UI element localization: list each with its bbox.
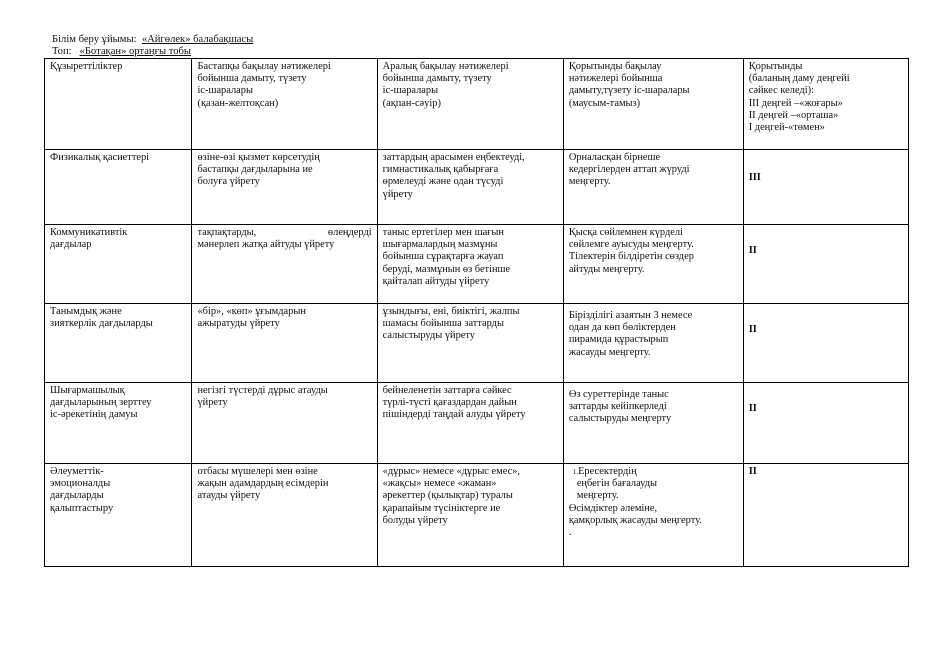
final-cell (563, 464, 743, 567)
cell-line: І деңгей-«төмен» (748, 122, 825, 134)
initial-cell (192, 225, 377, 304)
cell-line: мәнерлеп жатқа айтуды үйрету (197, 239, 335, 251)
table-header-row (45, 59, 909, 150)
cell-line: Өсімдіктер әлеміне, (568, 502, 658, 514)
cell-line: (қазан-желтоқсан) (197, 97, 279, 109)
cell-line: үйрету (382, 188, 413, 200)
cell-line: шамасы бойынша заттарды (382, 318, 504, 330)
cell-line: өзіне-өзі қызмет көрсетудің (197, 152, 320, 163)
cell-line: үйрету (197, 397, 228, 409)
cell-line (569, 466, 738, 478)
table-row (45, 150, 909, 225)
cell-line: Орналасқан бірнеше (568, 152, 661, 163)
competency-cell (45, 304, 192, 383)
list-text: Ересектердің (578, 466, 637, 477)
cell-line: (ақпан-сәуір) (382, 97, 441, 109)
level-cell (743, 464, 908, 567)
group-line (52, 46, 191, 58)
cell-line: түрлі-түсті қағаздардан дайын (382, 397, 517, 409)
cell-line: бойынша дамыту, түзету (382, 73, 492, 85)
cell-line: әрекеттер (қылықтар) туралы (382, 490, 513, 502)
competency-cell (45, 225, 192, 304)
cell-line: қарапайым түсініктерге ие (382, 502, 501, 514)
organization-label: Білім беру ұйымы: (52, 34, 137, 45)
cell-line: отбасы мүшелері мен өзіне (197, 466, 318, 477)
cell-line: Қысқа сөйлемнен күрделі (568, 227, 683, 238)
header-cell (45, 59, 192, 150)
level-cell (743, 304, 908, 383)
level-cell (743, 383, 908, 464)
table-row (45, 464, 909, 567)
cell-line: Шығармашылық (50, 385, 125, 396)
assessment-table (44, 58, 909, 567)
final-cell (563, 150, 743, 225)
cell-line: болуға үйрету (197, 176, 260, 188)
cell-line: заттарды кейіпкерледі (568, 401, 667, 413)
group-label: Топ: (52, 46, 72, 57)
level-value: ІІ (748, 466, 757, 477)
final-measures (569, 310, 738, 359)
cell-line: Қорытынды бақылау (568, 61, 662, 72)
cell-line: ажыратуды үйрету (197, 318, 280, 330)
list-number: 1. (572, 468, 579, 476)
final-measures (569, 227, 738, 276)
cell-line: пирамида құрастырып (568, 334, 669, 346)
cell-line: Физикалық қасиеттері (50, 152, 150, 163)
cell-line: сөйлемге ауысуды меңгерту. (568, 239, 694, 251)
cell-line: дағдыларды (50, 490, 104, 502)
table-row (45, 383, 909, 464)
cell-line: меңгерту. (568, 176, 611, 188)
table-row (45, 225, 909, 304)
cell-line: эмоционалды (50, 478, 111, 490)
cell-line: заттардың арасымен еңбектеуді, (382, 152, 525, 163)
level-value: ІІ (748, 245, 757, 256)
cell-line: салыстыруды үйрету (382, 330, 475, 342)
cell-line: қамқорлық жасауды меңгерту. (568, 514, 702, 526)
cell-line: (маусым-тамыз) (568, 97, 641, 109)
cell-line: Танымдық және (50, 306, 122, 317)
cell-line: нәтижелері бойынша (568, 73, 663, 85)
cell-line: салыстыруды меңгерту (568, 413, 672, 425)
cell-line: Бастапқы бақылау нәтижелері (197, 61, 331, 72)
final-measures (569, 152, 738, 189)
level-cell (743, 150, 908, 225)
cell-line: жасауды меңгерту. (568, 346, 651, 358)
cell-line: Аралық бақылау нәтижелері (382, 61, 509, 72)
cell-line: іс-шаралары (382, 85, 439, 97)
cell-line: ІІІ деңгей –«жоғары» (748, 97, 843, 109)
cell-line: Құзыреттіліктер (50, 61, 123, 72)
cell-line: одан да көп бөлiктерден (568, 322, 676, 334)
cell-line: шығармалардың мазмұны (382, 239, 498, 251)
cell-line: (баланың даму деңгейі (748, 73, 850, 85)
cell-line: айтуды меңгерту. (568, 263, 645, 275)
cell-line: болуды үйрету (382, 514, 448, 526)
cell-line: Коммуникативтік (50, 227, 128, 238)
cell-line: пішіндерді таңдай алуды үйрету (382, 409, 526, 421)
interim-cell (377, 304, 563, 383)
cell-line: «дұрыс» немесе «дұрыс емес», (382, 466, 520, 477)
interim-cell (377, 150, 563, 225)
initial-cell (192, 304, 377, 383)
cell-line: іс-әрекетінің дамуы (50, 409, 138, 421)
cell-line: дамыту,түзету іс-шаралары (568, 85, 690, 97)
level-value: ІІІ (748, 172, 761, 183)
initial-cell (192, 150, 377, 225)
header-cell (563, 59, 743, 150)
cell-line: жақын адамдардың есімдерін (197, 478, 329, 490)
competency-cell (45, 150, 192, 225)
cell-line: атауды үйрету (197, 490, 261, 502)
header-cell (192, 59, 377, 150)
cell-line: меңгерту. (576, 490, 619, 502)
cell-line: қайталап айтуды үйрету (382, 275, 490, 287)
competency-cell (45, 383, 192, 464)
cell-line: дағдыларының зерттеу (50, 397, 152, 409)
cell-line: негізгі түстерді дұрыс атауды (197, 385, 328, 396)
interim-cell (377, 225, 563, 304)
interim-cell (377, 383, 563, 464)
level-value: ІІ (748, 324, 757, 335)
level-value: ІІ (748, 403, 757, 414)
cell-line: «бір», «көп» ұғымдарын (197, 306, 306, 317)
cell-line: сәйкес келеді): (748, 85, 814, 97)
cell-line: таныс ертегілер мен шағын (382, 227, 504, 238)
final-cell (563, 225, 743, 304)
cell-line: беруді, мазмұнын өз бетінше (382, 263, 511, 275)
cell-line: бойынша сұрақтарға жауап (382, 251, 504, 263)
final-cell (563, 383, 743, 464)
group-value: «Ботақан» ортаңғы тобы (79, 46, 191, 57)
initial-cell (192, 464, 377, 567)
cell-line: дағдылар (50, 239, 92, 251)
cell-line: бейнеленетін заттарға сәйкес (382, 385, 512, 396)
cell-line: гимнастикалық қабырғаға (382, 164, 499, 176)
cell-line: өрмелеуді және одан түсуді (382, 176, 504, 188)
cell-line: зияткерлік дағдыларды (50, 318, 153, 330)
organization-line (52, 34, 253, 46)
cell-line: Әлеуметтік- (50, 466, 104, 477)
level-cell (743, 225, 908, 304)
cell-line: «жақсы» немесе «жаман» (382, 478, 497, 490)
initial-cell (192, 383, 377, 464)
cell-line: еңбегін бағалауды (576, 478, 657, 490)
cell-line: ұзындығы, ені, биіктігі, жалпы (382, 306, 520, 317)
cell-line: Өз суреттерінде таныс (568, 389, 669, 400)
cell-line: Тілектерін білдіретін сөздер (568, 251, 694, 263)
cell-line: бойынша дамыту, түзету (197, 73, 307, 85)
cell-line: тақпақтарды, өлеңдерді (197, 227, 372, 238)
cell-line: бастапқы дағдыларына ие (197, 164, 313, 176)
competency-cell (45, 464, 192, 567)
final-cell (563, 304, 743, 383)
cell-line: кедергілерден аттап жүруді (568, 164, 690, 176)
cell-line: ІІ деңгей –«орташа» (748, 109, 839, 121)
header-cell (377, 59, 563, 150)
organization-value: «Айгөлек» балабақшасы (141, 34, 254, 45)
cell-line: қалыптастыру (50, 502, 114, 514)
cell-line: іс-шаралары (197, 85, 253, 97)
header-cell (743, 59, 908, 150)
cell-line: Қорытынды (748, 61, 803, 72)
table-row (45, 304, 909, 383)
final-measures (569, 389, 738, 426)
cell-line: Біріздiлiгi азаятын 3 немесе (568, 310, 693, 321)
cell-line: . (568, 527, 572, 539)
interim-cell (377, 464, 563, 567)
final-measures (569, 466, 738, 539)
